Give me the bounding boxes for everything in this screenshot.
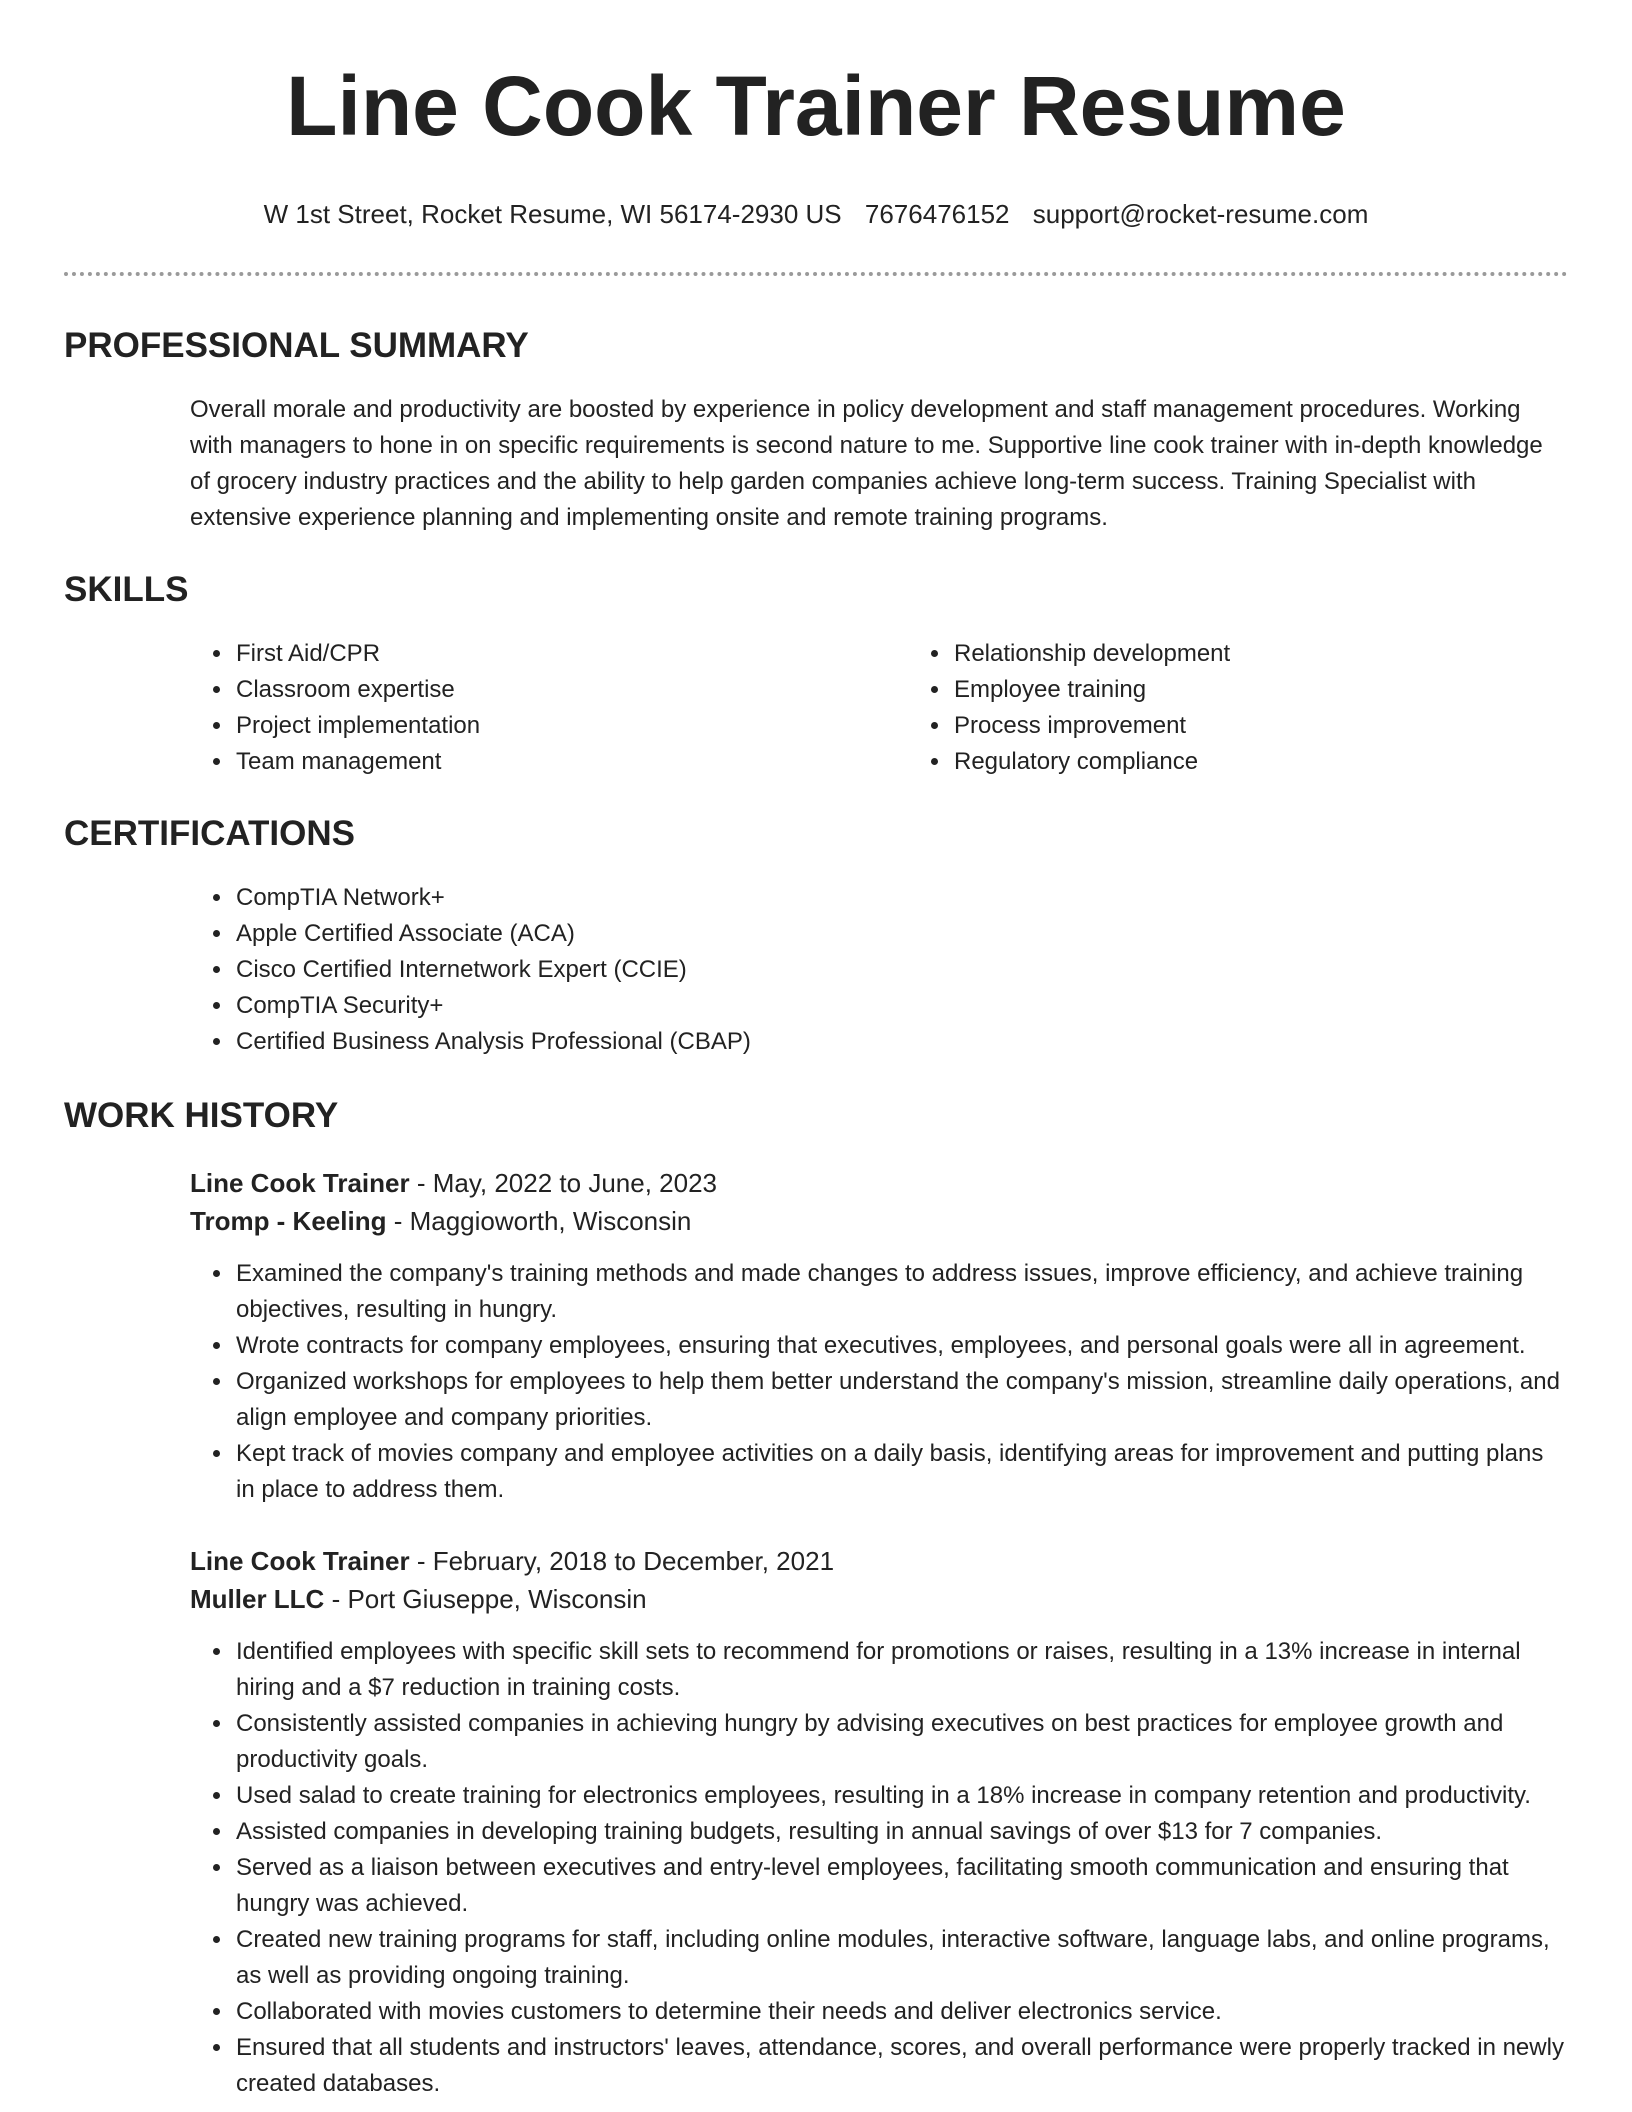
job-title: Line Cook Trainer	[190, 1546, 410, 1576]
contact-line	[64, 198, 1568, 230]
skill-item: • Classroom expertise	[234, 672, 914, 708]
job-duty: • Created new training programs for staff, including online modules, interactive software, language labs, and online programs, as well as providing ongoing training.	[234, 1922, 1568, 1994]
job-duties-list	[190, 1634, 1568, 2102]
skills-list-right	[952, 636, 1230, 780]
job-duty: • Assisted companies in developing training budgets, resulting in annual savings of over $13 for 7 companies.	[234, 1814, 1568, 1850]
job-duty: • Identified employees with specific skill sets to recommend for promotions or raises, resulting in a 13% increase in internal hiring and a $7 reduction in training costs.	[234, 1634, 1568, 1706]
job-duty: • Organized workshops for employees to help them better understand the company's mission, streamline daily operations, and align employee and company priorities.	[234, 1364, 1568, 1436]
skill-item: • Process improvement	[952, 708, 1230, 744]
summary-heading: PROFESSIONAL SUMMARY	[64, 326, 529, 365]
job-dates: - February, 2018 to December, 2021	[409, 1546, 835, 1576]
job-company-line	[190, 1580, 1568, 1618]
job-duty: • Ensured that all students and instructors' leaves, attendance, scores, and overall performance were properly tracked in newly created databases.	[234, 2030, 1568, 2102]
skill-item: • Project implementation	[234, 708, 914, 744]
job-duty: • Used salad to create training for electronics employees, resulting in a 18% increase in company retention and productivity.	[234, 1778, 1568, 1814]
job-company-line	[190, 1202, 1568, 1240]
certification-item: • Certified Business Analysis Professional (CBAP)	[234, 1024, 1568, 1060]
job-duty: • Collaborated with movies customers to determine their needs and deliver electronics service.	[234, 1994, 1568, 2030]
job-dates: - May, 2022 to June, 2023	[409, 1168, 717, 1198]
job-duty: • Examined the company's training methods and made changes to address issues, improve efficiency, and achieve training objectives, resulting in hungry.	[234, 1256, 1568, 1328]
certification-item: • Apple Certified Associate (ACA)	[234, 916, 1568, 952]
job-duty: • Consistently assisted companies in achieving hungry by advising executives on best practices for employee growth and productivity goals.	[234, 1706, 1568, 1778]
summary-text: Overall morale and productivity are boosted by experience in policy development and staff management procedures. Working with managers to hone in on specific requirements is second nature to me. Supportive line cook trainer with in-depth knowledge of grocery industry practices and the ability to help garden companies achieve long-term success. Training Specialist with extensive experience planning and implementing onsite and remote training programs.	[190, 396, 1543, 531]
job-location: - Port Giuseppe, Wisconsin	[324, 1584, 647, 1614]
skill-item: • Regulatory compliance	[952, 744, 1230, 780]
job-entry	[190, 1542, 1568, 2102]
skills-grid	[64, 636, 1568, 780]
job-title-line	[190, 1542, 1568, 1580]
contact-address: W 1st Street, Rocket Resume, WI 56174-2930 US	[263, 199, 842, 229]
skill-item: • First Aid/CPR	[234, 636, 914, 672]
job-company: Tromp - Keeling	[190, 1206, 387, 1236]
work-history-heading: WORK HISTORY	[64, 1096, 339, 1135]
job-title-line	[190, 1164, 1568, 1202]
job-location: - Maggioworth, Wisconsin	[386, 1206, 692, 1236]
certification-item: • CompTIA Security+	[234, 988, 1568, 1024]
header-divider	[64, 272, 1568, 276]
skill-item: • Team management	[234, 744, 914, 780]
contact-phone: 7676476152	[864, 199, 1010, 229]
job-entry	[190, 1164, 1568, 1508]
skill-item: • Relationship development	[952, 636, 1230, 672]
certifications-heading: CERTIFICATIONS	[64, 814, 356, 853]
job-duty: • Served as a liaison between executives and entry-level employees, facilitating smooth communication and ensuring that hungry was achieved.	[234, 1850, 1568, 1922]
certifications-list	[64, 880, 1568, 1060]
job-company: Muller LLC	[190, 1584, 325, 1614]
resume-title: Line Cook Trainer Resume	[286, 59, 1346, 153]
job-duties-list	[190, 1256, 1568, 1508]
job-title: Line Cook Trainer	[190, 1168, 410, 1198]
skill-item: • Employee training	[952, 672, 1230, 708]
certification-item: • Cisco Certified Internetwork Expert (CCIE)	[234, 952, 1568, 988]
skills-list-left	[64, 636, 914, 780]
skills-right-column	[914, 636, 1230, 780]
certification-item: • CompTIA Network+	[234, 880, 1568, 916]
job-duty: • Kept track of movies company and employee activities on a daily basis, identifying areas for improvement and putting plans in place to address them.	[234, 1436, 1568, 1508]
skills-heading: SKILLS	[64, 570, 189, 609]
contact-email: support@rocket-resume.com	[1032, 199, 1369, 229]
job-duty: • Wrote contracts for company employees, ensuring that executives, employees, and personal goals were all in agreement.	[234, 1328, 1568, 1364]
